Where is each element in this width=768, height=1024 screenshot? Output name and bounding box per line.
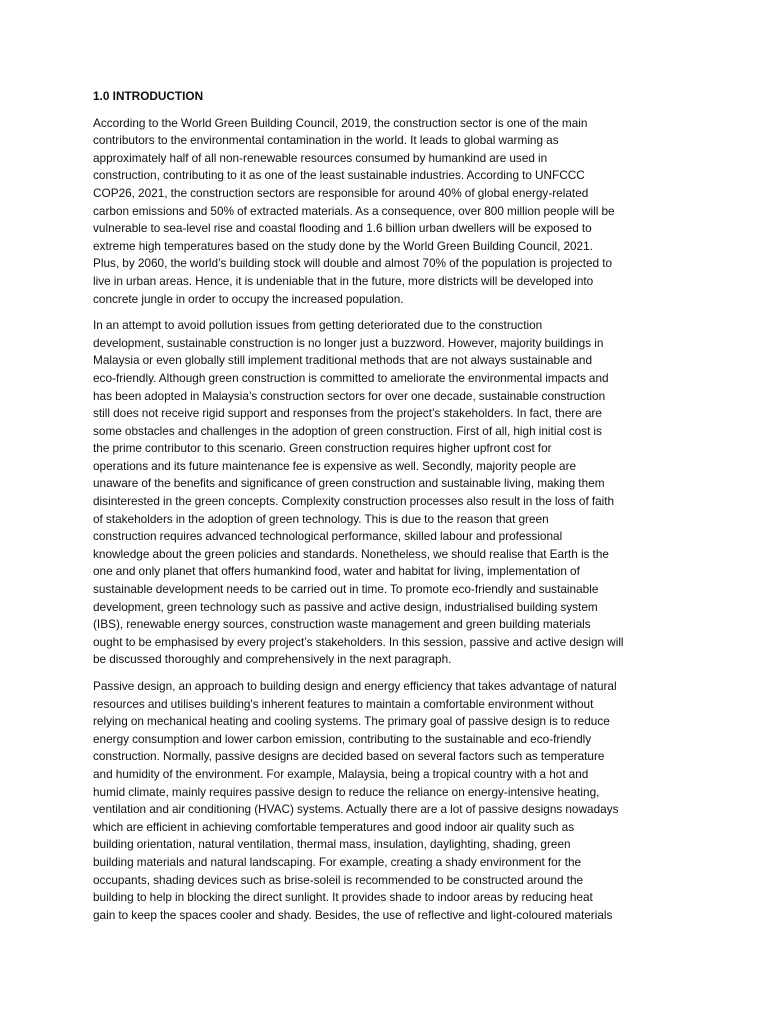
document-page [93,88,677,933]
text-line: disinterested in the green concepts. Complexity construction processes also result in the loss of faith [93,494,615,509]
text-line: of stakeholders in the adoption of green technology. This is due to the reason that green [93,511,549,526]
text-line: construction, contributing to it as one of the least sustainable industries. According to UNFCCC [93,168,585,183]
text-line: Plus, by 2060, the world’s building stock will double and almost 70% of the population is projected to [93,256,613,271]
text-line: which are efficient in achieving comfortable temperatures and good indoor air quality such as [93,819,575,834]
text-line: relying on mechanical heating and cooling systems. The primary goal of passive design is to reduce [93,714,610,729]
text-line: vulnerable to sea-level rise and coastal flooding and 1.6 billion urban dwellers will be exposed to [93,221,592,236]
text-line: sustainable development needs to be carried out in time. To promote eco-friendly and sustainable [93,582,599,597]
text-line: contributors to the environmental contamination in the world. It leads to global warming as [93,133,559,148]
text-line: building materials and natural landscaping. For example, creating a shady environment for the [93,854,582,869]
text-line: Passive design, an approach to building design and energy efficiency that takes advantage of natural [93,679,617,693]
text-line: one and only planet that offers humankind food, water and habitat for living, implementation of [93,564,580,579]
text-line: (IBS), renewable energy sources, construction waste management and green building materials [93,617,591,632]
text-line: still does not receive rigid support and responses from the project’s stakeholders. In fact, there are [93,406,602,421]
text-line: live in urban areas. Hence, it is undeniable that in the future, more districts will be developed into [93,273,594,288]
text-line: ventilation and air conditioning (HVAC) systems. Actually there are a lot of passive designs nowadays [93,802,619,817]
text-line: occupants, shading devices such as brise-soleil is recommended to be constructed around the [93,872,584,887]
text-line: be discussed thoroughly and comprehensively in the next paragraph. [93,652,452,667]
paragraph-1 [93,115,677,309]
text-line: development, green technology such as passive and active design, industrialised building system [93,599,598,614]
text-line: construction. Normally, passive designs are decided based on several factors such as temperature [93,749,605,764]
text-line: eco-friendly. Although green construction is committed to ameliorate the environmental impacts and [93,370,609,385]
text-line: carbon emissions and 50% of extracted materials. As a consequence, over 800 million people will be [93,203,615,218]
text-line: concrete jungle in order to occupy the increased population. [93,291,404,306]
text-line: the prime contributor to this scenario. Green construction requires higher upfront cost for [93,441,552,456]
text-line: and humidity of the environment. For example, Malaysia, being a tropical country with a hot and [93,766,589,781]
text-line: unaware of the benefits and significance of green construction and sustainable living, making them [93,476,605,491]
text-line: has been adopted in Malaysia’s construction sectors for over one decade, sustainable construction [93,388,606,403]
paragraph-2 [93,317,677,669]
body-text [93,115,677,925]
paragraph-3 [93,678,677,924]
text-line: extreme high temperatures based on the study done by the World Green Building Council, 2021. [93,238,593,253]
text-line: building orientation, natural ventilation, thermal mass, insulation, daylighting, shading, green [93,837,571,852]
text-line: ought to be emphasised by every project’s stakeholders. In this session, passive and active design will [93,634,624,649]
text-line: gain to keep the spaces cooler and shady. Besides, the use of reflective and light-coloured materials [93,907,613,922]
text-line: According to the World Green Building Council, 2019, the construction sector is one of the main [93,115,588,130]
text-line: resources and utilises building's inherent features to maintain a comfortable environment without [93,696,594,711]
text-line: construction requires advanced technological performance, skilled labour and professional [93,529,563,544]
text-line: development, sustainable construction is no longer just a buzzword. However, majority buildings in [93,335,604,350]
text-line: Malaysia or even globally still implement traditional methods that are not always sustainable and [93,353,593,368]
text-line: COP26, 2021, the construction sectors are responsible for around 40% of global energy-related [93,185,589,200]
section-heading: 1.0 INTRODUCTION [93,89,204,103]
text-line: knowledge about the green policies and standards. Nonetheless, we should realise that Earth is the [93,546,609,561]
text-line: In an attempt to avoid pollution issues from getting deteriorated due to the construction [93,318,543,333]
text-line: operations and its future maintenance fee is expensive as well. Secondly, majority people are [93,458,577,473]
text-line: building to help in blocking the direct sunlight. It provides shade to indoor areas by reducing heat [93,890,593,905]
text-line: humid climate, mainly requires passive design to reduce the reliance on energy-intensive heating, [93,784,600,799]
text-line: approximately half of all non-renewable resources consumed by humankind are used in [93,150,548,165]
text-line: energy consumption and lower carbon emission, contributing to the sustainable and eco-friendly [93,731,592,746]
text-line: some obstacles and challenges in the adoption of green construction. First of all, high initial cost is [93,423,602,438]
